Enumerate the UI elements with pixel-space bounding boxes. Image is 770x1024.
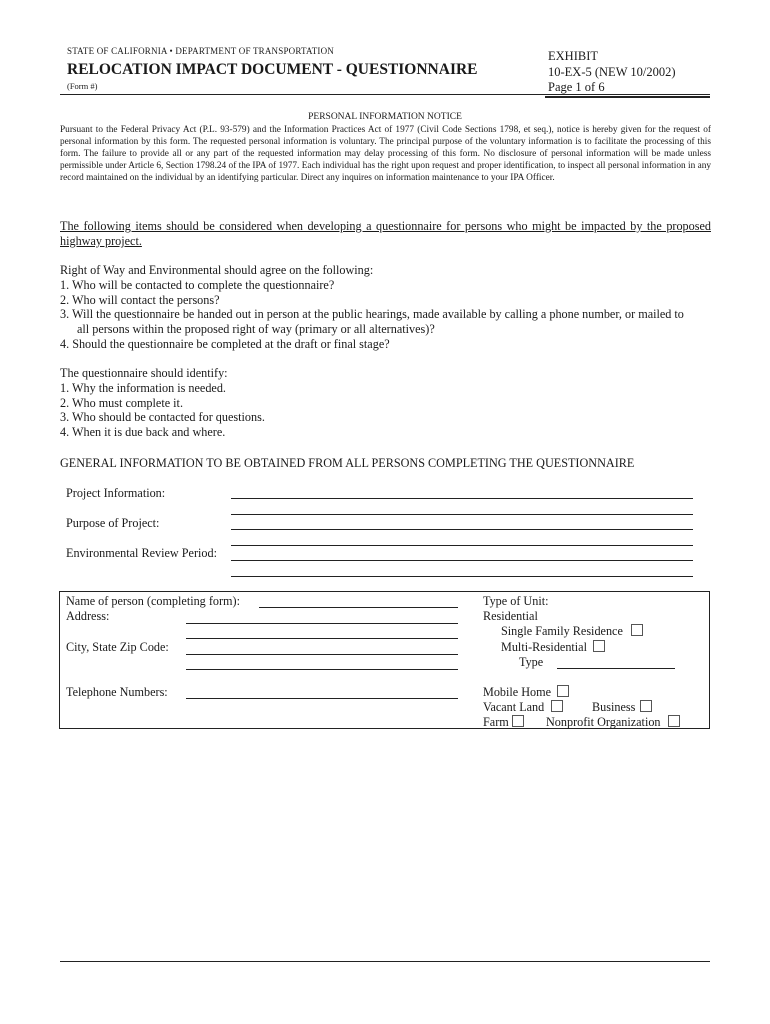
- unit-type-heading: Type of Unit:: [483, 594, 549, 608]
- mobile-home-checkbox[interactable]: [557, 685, 569, 697]
- agreement-list: [60, 278, 720, 352]
- form-number: (Form #): [67, 81, 98, 91]
- header-divider: [60, 94, 710, 95]
- address-label: Address:: [66, 609, 110, 623]
- name-label: Name of person (completing form):: [66, 594, 240, 608]
- list-item: 3. Will the questionnaire be handed out in person at the public hearings, made available by calling a phone number, or mailed to: [60, 307, 684, 322]
- list-item: 3. Who should be contacted for questions.: [60, 410, 265, 425]
- general-info-heading: GENERAL INFORMATION TO BE OBTAINED FROM ALL PERSONS COMPLETING THE QUESTIONNAIRE: [60, 456, 635, 470]
- address-field[interactable]: [186, 623, 458, 624]
- list-item: 4. Should the questionnaire be completed at the draft or final stage?: [60, 336, 390, 351]
- single-family-checkbox[interactable]: [631, 624, 643, 636]
- agreement-section: [60, 263, 720, 352]
- header-divider-thick: [545, 96, 710, 98]
- page-indicator: Page 1 of 6: [548, 80, 605, 94]
- list-item: 2. Who will contact the persons?: [60, 292, 220, 307]
- purpose-of-project-field[interactable]: [231, 529, 693, 530]
- exhibit-label: EXHIBIT: [548, 49, 598, 63]
- exhibit-code: 10-EX-5 (NEW 10/2002): [548, 64, 676, 79]
- city-state-zip-field[interactable]: [186, 654, 458, 655]
- farm-label: Farm: [483, 715, 509, 729]
- intro-text: The following items should be considered when developing a questionnaire for persons who might be impacted by the proposed highway project.: [60, 219, 711, 248]
- name-field[interactable]: [259, 607, 458, 608]
- identify-heading: The questionnaire should identify:: [60, 366, 228, 380]
- list-item: 1. Who will be contacted to complete the questionnaire?: [60, 277, 335, 292]
- nonprofit-checkbox[interactable]: [668, 715, 680, 727]
- telephone-field[interactable]: [186, 698, 458, 699]
- nonprofit-label: Nonprofit Organization: [546, 715, 661, 729]
- address-field-line2[interactable]: [186, 638, 458, 639]
- vacant-land-checkbox[interactable]: [551, 700, 563, 712]
- agreement-heading: Right of Way and Environmental should agree on the following:: [60, 263, 374, 277]
- project-information-field[interactable]: [231, 498, 693, 499]
- list-item: 2. Who must complete it.: [60, 395, 183, 410]
- type-field[interactable]: [557, 668, 675, 669]
- project-information-field-line2[interactable]: [231, 514, 693, 515]
- purpose-of-project-field-line2[interactable]: [231, 545, 693, 546]
- notice-body: Pursuant to the Federal Privacy Act (P.L. 93-579) and the Information Practices Act of 1977 (Civil Code Sections 1798, et seq.), notice is hereby given for the request of personal information by this form. The requested personal information is voluntary. The principal purpose of the voluntary information is to facilitate the processing of this form. The failure to provide all or any part of the requested information may delay processing of this form. No disclosure of personal information will be made unless permissible under Article 6, Section 1798.24 of the IPA of 1977. Each individual has the right upon request and proper identification, to inspect all personal information in any record maintained on the individual by an identifying particular. Direct any inquires on information maintenance to your IPA Officer.: [60, 125, 711, 183]
- mobile-home-label: Mobile Home: [483, 685, 552, 699]
- business-checkbox[interactable]: [640, 700, 652, 712]
- city-state-zip-field-line2[interactable]: [186, 669, 458, 670]
- list-item: 1. Why the information is needed.: [60, 380, 226, 395]
- purpose-of-project-label: Purpose of Project:: [66, 516, 160, 530]
- multi-residential-label: Multi-Residential: [501, 640, 587, 654]
- footer-divider: [60, 961, 710, 962]
- single-family-label: Single Family Residence: [501, 624, 623, 638]
- city-state-zip-label: City, State Zip Code:: [66, 640, 169, 654]
- business-label: Business: [592, 700, 636, 714]
- telephone-label: Telephone Numbers:: [66, 685, 168, 699]
- respondent-info-box: [59, 591, 710, 729]
- agency-header: STATE OF CALIFORNIA • DEPARTMENT OF TRANSPORTATION: [67, 46, 334, 56]
- farm-checkbox[interactable]: [512, 715, 524, 727]
- environmental-review-field-line2[interactable]: [231, 576, 693, 577]
- identify-section: [60, 366, 720, 440]
- environmental-review-field[interactable]: [231, 560, 693, 561]
- vacant-land-label: Vacant Land: [483, 700, 545, 714]
- notice-title: PERSONAL INFORMATION NOTICE: [308, 112, 462, 122]
- multi-residential-checkbox[interactable]: [593, 640, 605, 652]
- list-item: 4. When it is due back and where.: [60, 425, 226, 440]
- identify-list: [60, 381, 720, 440]
- page-title: RELOCATION IMPACT DOCUMENT - QUESTIONNAIRE: [67, 61, 478, 78]
- project-information-label: Project Information:: [66, 486, 166, 500]
- environmental-review-label: Environmental Review Period:: [66, 546, 217, 560]
- list-item-continuation: all persons within the proposed right of way (primary or all alternatives)?: [77, 322, 435, 337]
- residential-label: Residential: [483, 609, 538, 623]
- exhibit-block: [548, 49, 676, 96]
- type-label: Type: [519, 655, 544, 669]
